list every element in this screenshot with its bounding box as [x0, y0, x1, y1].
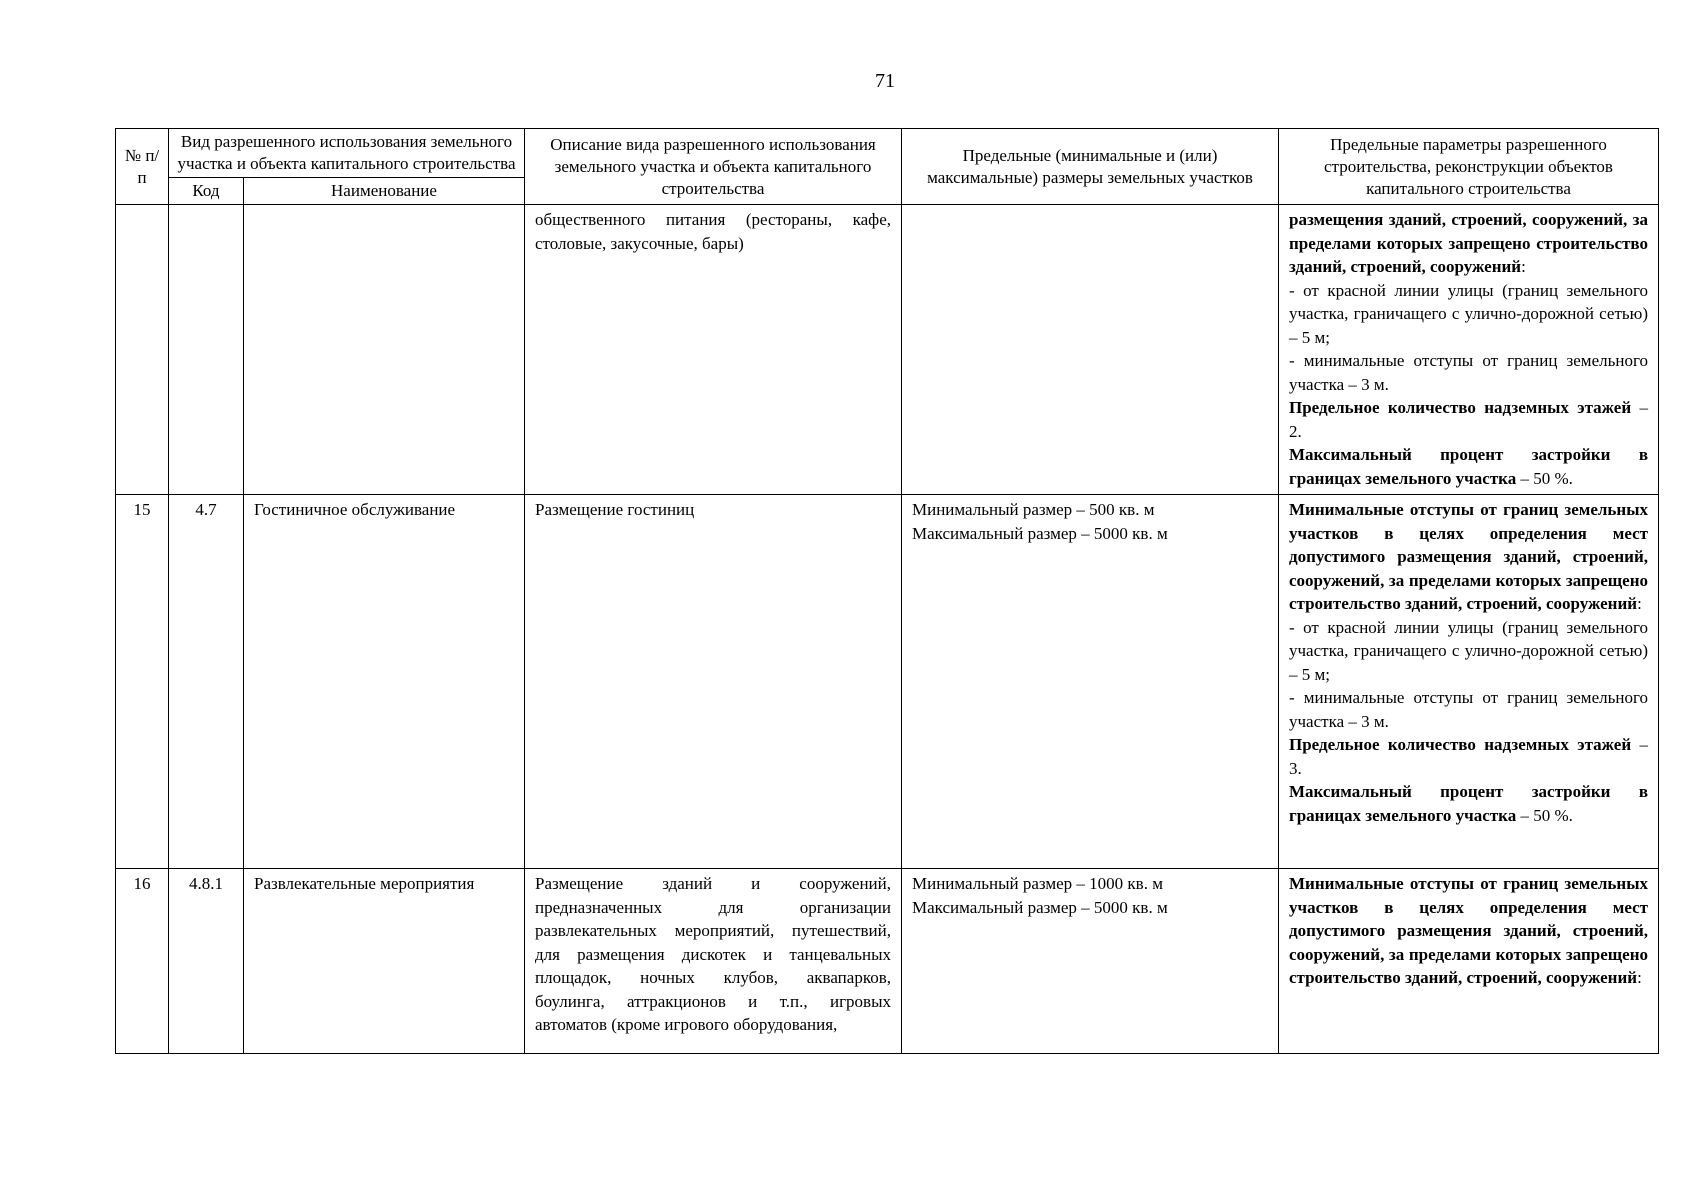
table-header	[116, 129, 1659, 205]
row-name: Гостиничное обслуживание	[244, 495, 525, 869]
header-construction-params: Предельные параметры разрешенного строительства, реконструкции объектов капитального строительства	[1279, 129, 1659, 205]
row-params	[1279, 869, 1659, 1054]
header-name: Наименование	[244, 178, 525, 205]
param-line: - минимальные отступы от границ земельного участка – 3 м.	[1289, 688, 1648, 731]
row-params	[1279, 495, 1659, 869]
size-min: Минимальный размер – 500 кв. м	[912, 500, 1155, 519]
table-row	[116, 869, 1659, 1054]
row-params	[1279, 205, 1659, 495]
header-permitted-use: Вид разрешенного использования земельного участка и объекта капитального строительства	[169, 129, 525, 178]
param-line: - минимальные отступы от границ земельного участка – 3 м.	[1289, 351, 1648, 394]
size-max: Максимальный размер – 5000 кв. м	[912, 897, 1168, 917]
header-description: Описание вида разрешенного использования земельного участка и объекта капитального строительства	[525, 129, 902, 205]
param-line: - от красной линии улицы (границ земельного участка, граничащего с улично-дорожной сетью) – 5 м;	[1289, 617, 1648, 684]
size-max: Максимальный размер – 5000 кв. м	[912, 523, 1168, 543]
table-row	[116, 495, 1659, 869]
row-code: 4.7	[169, 495, 244, 869]
row-code	[169, 205, 244, 495]
row-name	[244, 205, 525, 495]
row-sizes	[902, 205, 1279, 495]
param-line: Предельное количество надземных этажей – 3.	[1289, 735, 1649, 778]
row-sizes	[902, 869, 1279, 1054]
row-description: Размещение зданий и сооружений, предназначенных для организации развлекательных мероприятий, путешествий, для размещения дискотек и танцевальных площадок, ночных клубов, аквапарков, боулинга, аттракционов и т.п., игровых автоматов (кроме игрового оборудования,	[525, 869, 902, 1054]
row-description: общественного питания (рестораны, кафе, столовые, закусочные, бары)	[525, 205, 902, 495]
row-name: Развлекательные мероприятия	[244, 869, 525, 1054]
param-line: Максимальный процент застройки в границах земельного участка – 50 %.	[1289, 445, 1648, 488]
row-sizes	[902, 495, 1279, 869]
param-line: Предельное количество надземных этажей – 2.	[1289, 398, 1649, 441]
land-use-table	[115, 128, 1659, 1054]
row-description: Размещение гостиниц	[525, 495, 902, 869]
param-line: - от красной линии улицы (границ земельного участка, граничащего с улично-дорожной сетью) – 5 м;	[1289, 280, 1648, 347]
row-number: 16	[116, 869, 169, 1054]
row-number: 15	[116, 495, 169, 869]
param-line: Минимальные отступы от границ земельных участков в целях определения мест допустимого размещения зданий, строений, сооружений, за пределами которых запрещено строительство зданий, строений, сооружений:	[1289, 874, 1648, 987]
param-line: Максимальный процент застройки в границах земельного участка – 50 %.	[1289, 782, 1648, 825]
table-row	[116, 205, 1659, 495]
page-number: 71	[875, 70, 895, 92]
param-line: Минимальные отступы от границ земельных участков в целях определения мест допустимого размещения зданий, строений, сооружений, за пределами которых запрещено строительство зданий, строений, сооружений:	[1289, 500, 1648, 613]
param-line: размещения зданий, строений, сооружений, за пределами которых запрещено строительство зданий, строений, сооружений:	[1289, 210, 1648, 276]
size-min: Минимальный размер – 1000 кв. м	[912, 874, 1163, 893]
row-number	[116, 205, 169, 495]
header-number: № п/п	[116, 129, 169, 205]
row-code: 4.8.1	[169, 869, 244, 1054]
header-plot-sizes: Предельные (минимальные и (или) максимальные) размеры земельных участков	[902, 129, 1279, 205]
header-code: Код	[169, 178, 244, 205]
